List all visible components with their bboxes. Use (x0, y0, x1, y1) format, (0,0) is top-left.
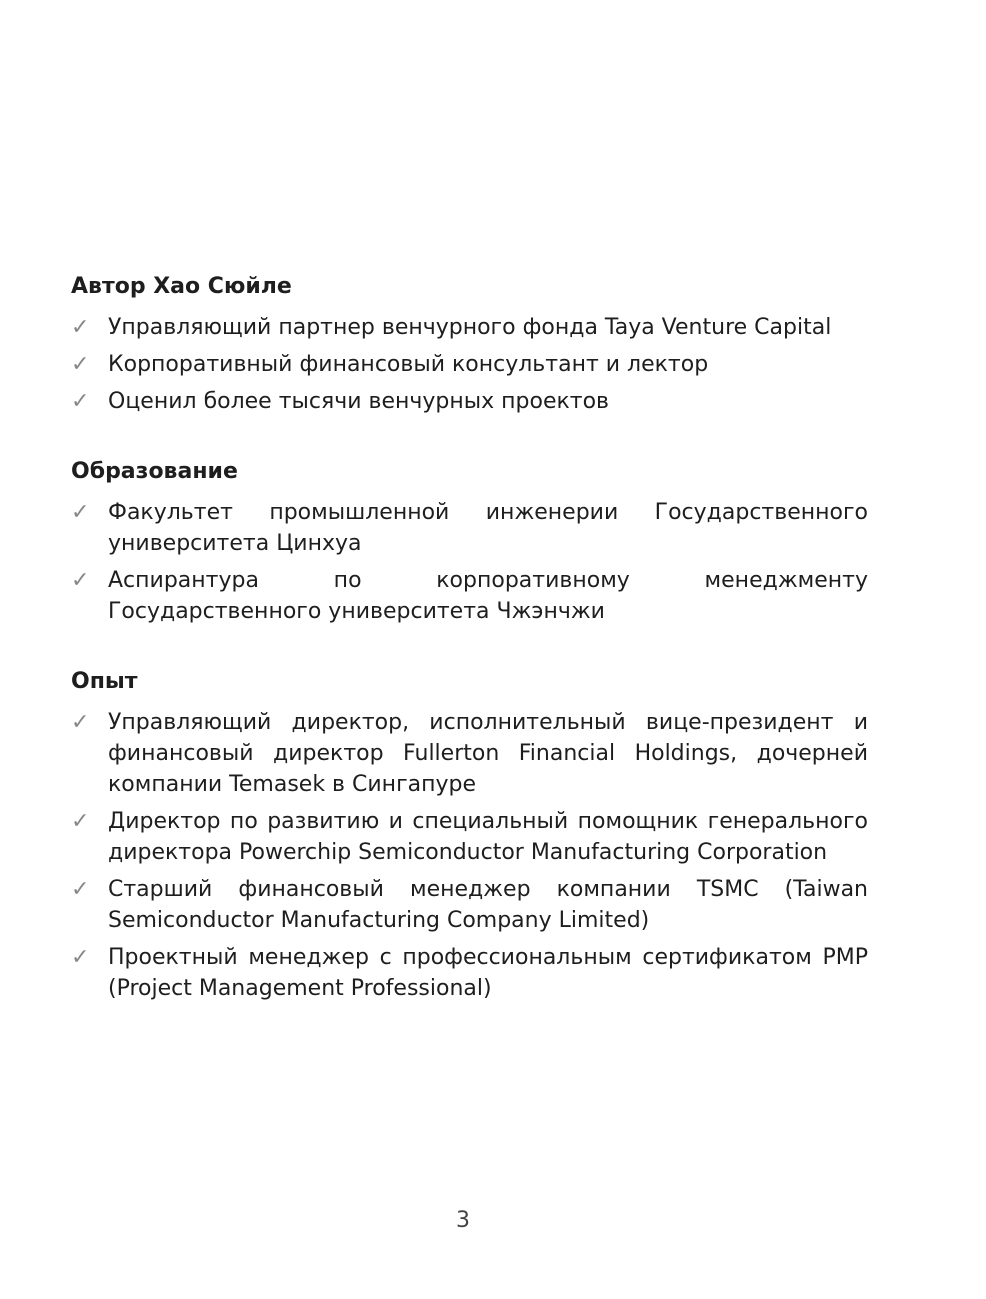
list-item (71, 386, 868, 417)
section-author (71, 272, 868, 417)
list-item (71, 707, 868, 800)
bullet-list (71, 497, 868, 627)
list-item (71, 942, 868, 1004)
list-item-text: Корпоративный финансовый консультант и лектор (108, 352, 709, 377)
bullet-list (71, 707, 868, 1004)
list-item (71, 874, 868, 936)
list-item-text: Факультет промышленной инженерии Государственного университета Цинхуа (108, 500, 868, 556)
list-item (71, 349, 868, 380)
list-item-text: Аспирантура по корпоративному менеджменту Государственного университета Чжэнчжи (108, 568, 868, 624)
check-icon: ✓ (71, 315, 90, 340)
list-item-text: Проектный менеджер с профессиональным сертификатом PMP (Project Management Professional) (108, 945, 868, 1001)
document-body (71, 272, 868, 1044)
check-icon: ✓ (71, 500, 90, 525)
list-item-text: Управляющий директор, исполнительный вице-президент и финансовый директор Fullerton Financial Holdings, дочерней компании Temasek в Сингапуре (108, 710, 868, 797)
section-experience (71, 667, 868, 1004)
list-item-text: Старший финансовый менеджер компании TSMC (Taiwan Semiconductor Manufacturing Company Limited) (108, 877, 868, 933)
section-title: Опыт (71, 669, 138, 694)
check-icon: ✓ (71, 710, 90, 735)
section-title: Автор Хао Сюйле (71, 274, 292, 299)
check-icon: ✓ (71, 809, 90, 834)
list-item-text: Управляющий партнер венчурного фонда Taya Venture Capital (108, 315, 832, 340)
list-item (71, 312, 868, 343)
list-item (71, 806, 868, 868)
section-title: Образование (71, 459, 238, 484)
list-item-text: Директор по развитию и специальный помощник генерального директора Powerchip Semiconductor Manufacturing Corporation (108, 809, 868, 865)
list-item-text: Оценил более тысячи венчурных проектов (108, 389, 610, 414)
check-icon: ✓ (71, 945, 90, 970)
list-item (71, 565, 868, 627)
page-number: 3 (456, 1208, 470, 1233)
check-icon: ✓ (71, 877, 90, 902)
section-education (71, 457, 868, 627)
check-icon: ✓ (71, 568, 90, 593)
check-icon: ✓ (71, 389, 90, 414)
list-item (71, 497, 868, 559)
bullet-list (71, 312, 868, 417)
check-icon: ✓ (71, 352, 90, 377)
